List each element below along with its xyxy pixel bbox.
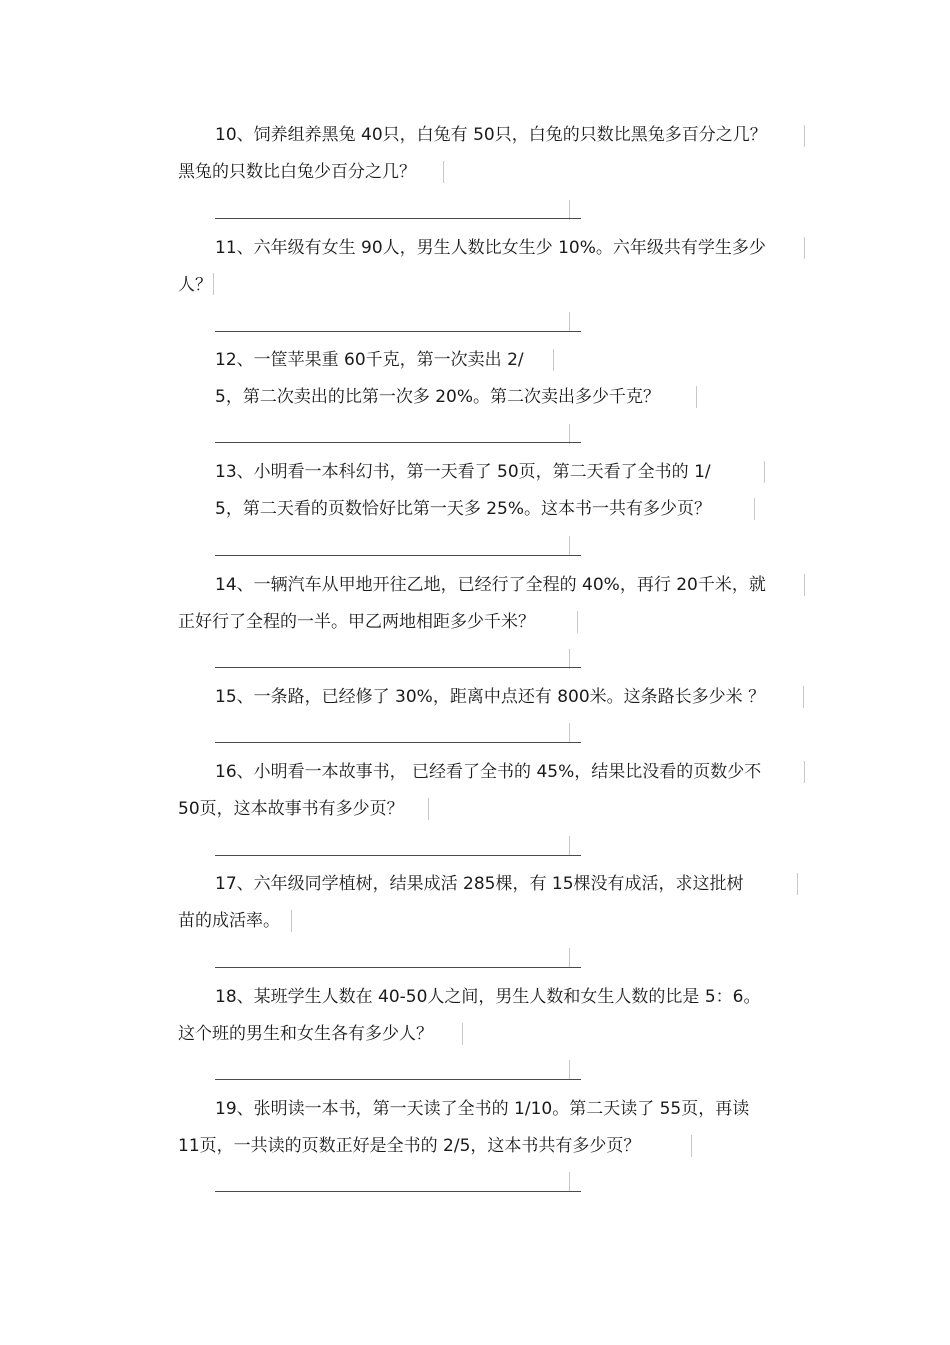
margin-tick: [803, 686, 804, 708]
question-19-line-2: 11页，一共读的页数正好是全书的 2/5，这本书共有多少页？: [178, 1136, 641, 1156]
question-12-line-2: 5，第二次卖出的比第一次多 20%。第二次卖出多少千克？: [215, 387, 661, 407]
answer-tick: [569, 424, 570, 444]
answer-tick: [569, 723, 570, 743]
answer-tick: [569, 312, 570, 332]
margin-tick: [804, 761, 805, 783]
question-16-answer-line[interactable]: [215, 855, 581, 856]
question-17-answer-line[interactable]: [215, 967, 581, 968]
answer-tick: [569, 948, 570, 968]
question-15-line-1: 15、一条路，已经修了 30%，距离中点还有 800米。这条路长多少米 ？: [215, 687, 766, 707]
question-17-line-2: 苗的成活率。: [178, 911, 280, 931]
question-19-answer-line[interactable]: [215, 1191, 581, 1192]
margin-tick: [462, 1023, 463, 1045]
answer-tick: [569, 200, 570, 220]
question-14-line-2: 正好行了全程的一半。甲乙两地相距多少千米？: [178, 612, 535, 632]
question-15-answer-line[interactable]: [215, 742, 581, 743]
margin-tick: [443, 161, 444, 183]
question-16-line-2: 50页，这本故事书有多少页？: [178, 799, 404, 819]
margin-tick: [553, 349, 554, 371]
answer-tick: [569, 836, 570, 856]
question-11-answer-line[interactable]: [215, 331, 581, 332]
question-10-answer-line[interactable]: [215, 218, 581, 219]
question-18-line-2: 这个班的男生和女生各有多少人？: [178, 1024, 433, 1044]
question-12-line-1: 12、一筐苹果重 60千克，第一次卖出 2/: [215, 350, 524, 370]
question-14-line-1: 14、一辆汽车从甲地开往乙地，已经行了全程的 40%，再行 20千米，就: [215, 575, 766, 595]
answer-tick: [569, 649, 570, 669]
margin-tick: [428, 798, 429, 820]
question-18-line-1: 18、某班学生人数在 40-50人之间，男生人数和女生人数的比是 5：6。: [215, 987, 761, 1007]
question-14-answer-line[interactable]: [215, 667, 581, 668]
margin-tick: [797, 873, 798, 895]
margin-tick: [291, 910, 292, 932]
question-18-answer-line[interactable]: [215, 1079, 581, 1080]
margin-tick: [577, 611, 578, 633]
question-16-line-1: 16、小明看一本故事书， 已经看了全书的 45%，结果比没看的页数少不: [215, 762, 762, 782]
margin-tick: [696, 386, 697, 408]
question-10-line-2: 黑兔的只数比白兔少百分之几？: [178, 162, 416, 182]
question-13-answer-line[interactable]: [215, 555, 581, 556]
margin-tick: [691, 1135, 692, 1157]
answer-tick: [569, 536, 570, 556]
question-13-line-1: 13、小明看一本科幻书，第一天看了 50页，第二天看了全书的 1/: [215, 462, 711, 482]
question-17-line-1: 17、六年级同学植树，结果成活 285棵，有 15棵没有成活，求这批树: [215, 874, 744, 894]
margin-tick: [764, 461, 765, 483]
answer-tick: [569, 1172, 570, 1192]
margin-tick: [804, 574, 805, 596]
question-13-line-2: 5，第二天看的页数恰好比第一天多 25%。这本书一共有多少页？: [215, 499, 712, 519]
margin-tick: [804, 125, 805, 147]
margin-tick: [804, 237, 805, 259]
question-10-line-1: 10、饲养组养黑兔 40只，白兔有 50只，白兔的只数比黑兔多百分之几？: [215, 125, 767, 145]
question-11-line-1: 11、六年级有女生 90人，男生人数比女生少 10%。六年级共有学生多少: [215, 238, 766, 258]
question-12-answer-line[interactable]: [215, 442, 581, 443]
margin-tick: [213, 273, 214, 295]
question-11-line-2: 人？: [178, 275, 212, 295]
answer-tick: [569, 1060, 570, 1080]
margin-tick: [754, 498, 755, 520]
question-19-line-1: 19、张明读一本书，第一天读了全书的 1/10。第二天读了 55页，再读: [215, 1099, 750, 1119]
